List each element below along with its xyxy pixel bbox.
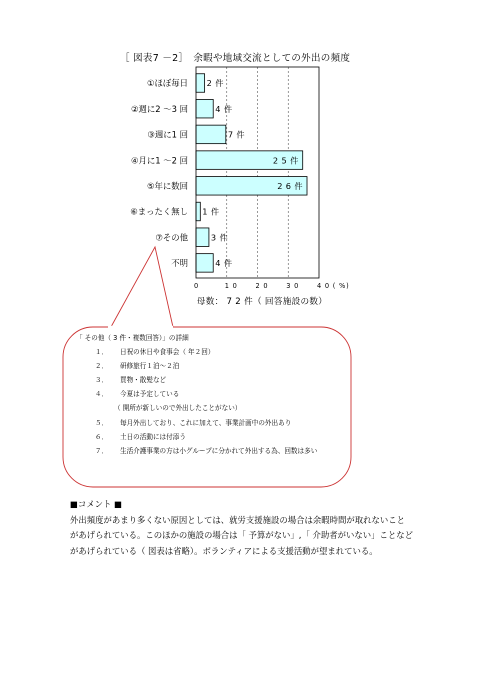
note-item-number: ６．	[94, 432, 108, 441]
comment-line: があげられている。このほかの施設の場合は「 予算がない」,「 介助者がいない」ことなど	[70, 530, 413, 540]
note-item	[82, 359, 352, 373]
note-item-text: 土日の活動には付添う	[120, 432, 186, 441]
x-tick-label-2: 2 0	[255, 282, 269, 290]
callout-pointer	[106, 247, 175, 336]
note-item-number: ３．	[94, 376, 108, 385]
note-item-text: （ 開所が新しいので外出したことがない）	[114, 404, 242, 413]
bar-1	[196, 99, 213, 118]
category-label-0: ①ほぼ毎日	[146, 78, 188, 89]
x-tick-label-1: 1 0	[224, 282, 238, 290]
note-list	[82, 345, 352, 458]
x-tick-label-3: 3 0	[286, 282, 300, 290]
comment-line: があげられている（ 図表は省略）。ボランティアによる支援活動が望まれている。	[70, 545, 378, 556]
note-heading: 「 その他（ 3 件・複数回答）」の詳細	[76, 334, 189, 342]
x-tick-label-0: 0	[194, 282, 199, 290]
note-item-number: ７．	[94, 446, 108, 455]
category-label-3: ④月に1 ～2 回	[131, 155, 188, 166]
note-item-text: 日祝の休日や食事会（ 年２回）	[120, 348, 215, 357]
bar-5	[196, 202, 200, 221]
comment-heading: ■コメント ■	[70, 499, 122, 509]
data-label-6: 3 件	[210, 232, 229, 243]
category-label-2: ③週に1 回	[147, 129, 188, 140]
category-label-7: 不明	[171, 258, 188, 269]
comment-section	[70, 497, 420, 559]
note-item	[82, 416, 352, 430]
data-label-3: 2 5 件	[272, 155, 299, 166]
note-item-text: 毎月外出しており、これに加えて、事業計画中の外出あり	[120, 418, 292, 427]
comment-text	[70, 513, 420, 560]
data-label-1: 4 件	[215, 103, 233, 114]
data-label-2: 7 件	[227, 129, 246, 140]
note-item-number: １．	[94, 348, 108, 357]
data-label-7: 4 件	[215, 258, 233, 269]
note-item-number: ４．	[94, 390, 108, 399]
x-tick-label-4: 4 0 ( %)	[317, 282, 350, 290]
note-item	[82, 345, 352, 359]
note-item-text: 今夏は予定している	[120, 390, 180, 399]
data-label-0: 2 件	[206, 78, 224, 89]
note-item-number: ２．	[94, 362, 108, 371]
note-details	[76, 331, 352, 458]
note-item-text: 生活介護事業の方は小グループに分かれて外出する為、回数は多い	[120, 446, 318, 455]
note-item	[82, 387, 352, 401]
category-label-5: ⑥まったく無し	[130, 206, 188, 217]
note-item-text: 研修旅行１泊～２泊	[120, 362, 180, 371]
note-item	[82, 373, 352, 387]
category-label-1: ②週に2 ～3 回	[131, 103, 188, 114]
chart-grid	[227, 67, 289, 278]
category-label-6: ⑦その他	[155, 232, 188, 243]
bar-2	[196, 125, 226, 143]
data-label-4: 2 6 件	[277, 181, 304, 191]
note-item-text: 買物・散髪など	[120, 376, 167, 385]
note-item	[82, 444, 352, 458]
chart-title: ［ 図表7 －2］ 余暇や地域交流としての外出の頻度	[120, 53, 351, 64]
note-item	[82, 401, 352, 415]
data-label-5: 1 件	[202, 206, 220, 217]
bar-6	[196, 228, 209, 247]
category-label-4: ⑤年に数回	[146, 181, 188, 191]
note-item	[82, 430, 352, 444]
x-axis-label: 母数： 7 2 件（ 回答施設の数）	[196, 297, 328, 307]
note-item-number: ５．	[94, 418, 108, 427]
comment-line: 外出頻度があまり多くない原因としては、就労支援施設の場合は余暇時間が取れないこと	[70, 514, 405, 525]
bar-0	[196, 74, 205, 93]
bar-7	[196, 254, 213, 273]
